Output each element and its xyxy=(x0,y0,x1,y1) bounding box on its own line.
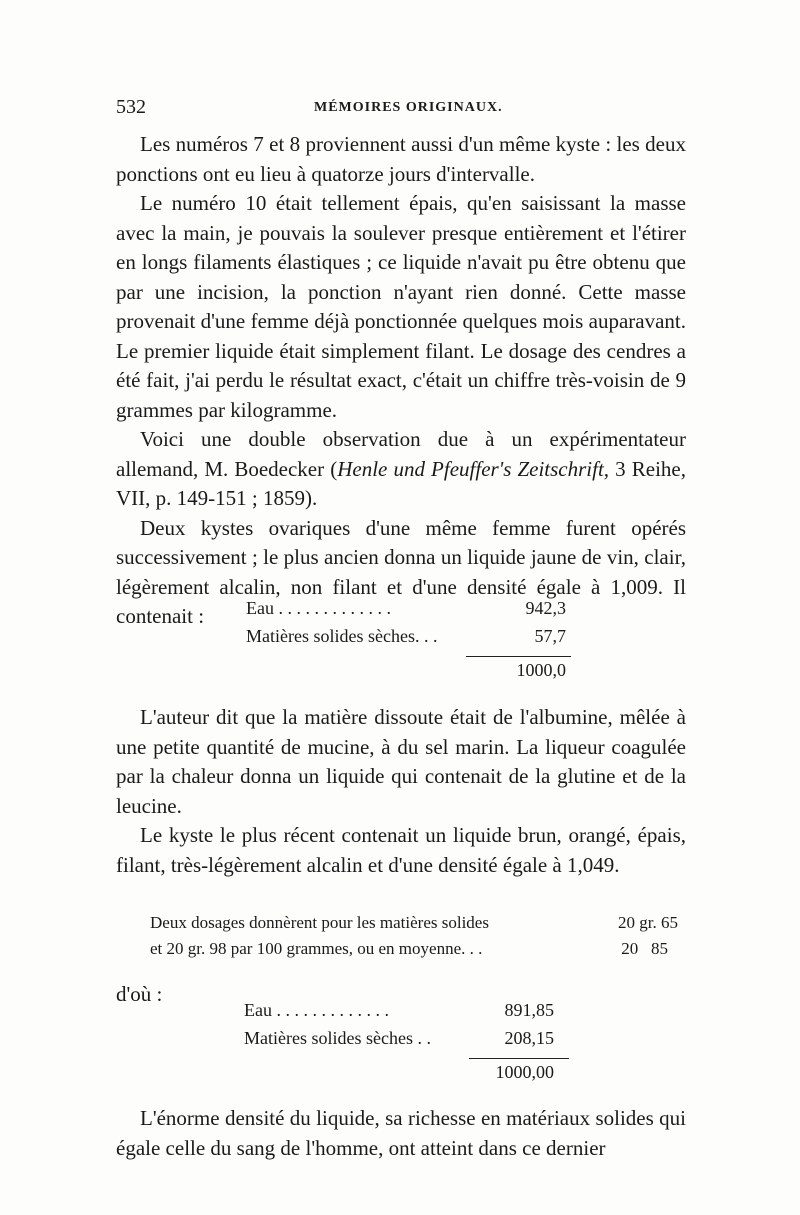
composition-table-2 xyxy=(244,1000,574,1090)
table-row xyxy=(246,598,576,626)
table-row xyxy=(244,1000,574,1028)
paragraph-1: Les numéros 7 et 8 proviennent aussi d'un même kyste : les deux ponctions ont eu lieu à quatorze jours d'intervalle. xyxy=(116,132,686,186)
dosage-line-2 xyxy=(116,936,686,962)
dosage-note xyxy=(116,910,686,962)
total-value: 1000,00 xyxy=(495,1062,554,1082)
running-title: MÉMOIRES ORIGINAUX. xyxy=(314,100,503,115)
paragraph-9: L'énorme densité du liquide, sa richesse en matériaux solides qui égale celle du sang de l'homme, ont atteint dans ce dernier xyxy=(116,1106,686,1160)
row-value: 942,3 xyxy=(525,598,566,618)
row-label: Eau . . . . . . . . . . . . . xyxy=(244,1000,389,1020)
dosage-text-1: Deux dosages donnèrent pour les matières solides xyxy=(150,913,489,932)
table-row xyxy=(244,1028,574,1056)
sum-rule xyxy=(466,656,571,657)
body-text-top xyxy=(116,130,686,632)
paragraph-4: Deux kystes ovariques d'une même femme furent opérés successivement ; le plus ancien donna un liquide jaune de vin, clair, légèrement alcalin, non filant et d'une densité égale à 1,009. Il contenait : xyxy=(116,515,686,628)
paragraph-3-end: 3 Reihe, VII, p. 149-151 ; 1859). xyxy=(116,456,686,510)
table-row xyxy=(246,626,576,654)
row-label: Matières solides sèches . . xyxy=(244,1028,431,1048)
paragraph-2: Le numéro 10 était tellement épais, qu'en saisissant la masse avec la main, je pouvais la soulever presque entièrement et l'étirer en longs filaments élastiques ; ce liquide n'avait pu être obtenu que par une incision, la ponction n'ayant rien donné. Cette masse provenait d'une femme déjà ponctionnée quelques mois auparavant. Le premier liquide était simplement filant. Le dosage des cendres a été fait, j'ai perdu le résultat exact, c'était un chiffre très-voisin de 9 grammes par kilogramme. xyxy=(116,191,686,422)
body-text-bottom xyxy=(116,1104,686,1163)
paragraph-5: L'auteur dit que la matière dissoute était de l'albumine, mêlée à une petite quantité de mucine, à du sel marin. La liqueur coagulée par la chaleur donna un liquide qui contenait de la glutine et de la leucine. xyxy=(116,705,686,818)
page-number: 532 xyxy=(116,96,146,118)
page-header xyxy=(116,96,686,126)
dosage-line-1 xyxy=(116,910,686,936)
paragraph-6: Le kyste le plus récent contenait un liquide brun, orangé, épais, filant, très-légèrement alcalin et d'une densité égale à 1,049. xyxy=(116,823,686,877)
citation-title: Henle und Pfeuffer's Zeitschrift, xyxy=(337,456,610,481)
table-total-row xyxy=(246,660,576,688)
row-value: 208,15 xyxy=(504,1028,554,1048)
dosage-text-2: et 20 gr. 98 par 100 grammes, ou en moyenne. . . xyxy=(150,939,483,958)
row-label: Matières solides sèches. . . xyxy=(246,626,438,646)
body-text-middle xyxy=(116,703,686,880)
row-value: 891,85 xyxy=(504,1000,554,1020)
dosage-value-1: 20 gr. 65 xyxy=(618,913,678,932)
sum-rule xyxy=(469,1058,569,1059)
table-total-row xyxy=(244,1062,574,1090)
composition-table-1 xyxy=(246,598,576,688)
row-label: Eau . . . . . . . . . . . . . xyxy=(246,598,391,618)
paragraph-8: d'où : xyxy=(116,982,163,1006)
paragraph-3 xyxy=(116,425,686,514)
dosage-value-2: 20 85 xyxy=(621,939,668,958)
paragraph-3-start: Voici une double observation due à un expérimentateur allemand, M. Boedecker ( xyxy=(116,427,686,481)
total-value: 1000,0 xyxy=(516,660,566,680)
row-value: 57,7 xyxy=(534,626,566,646)
